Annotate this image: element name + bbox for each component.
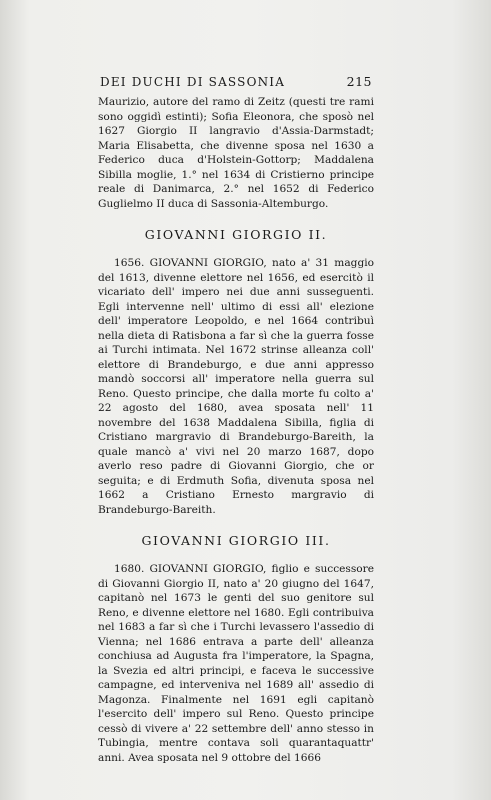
paragraph-giovanni-giorgio-iii: 1680. GIOVANNI GIORGIO, figlio e successore di Giovanni Giorgio II, nato a' 20 giugno del 1647, capitanò nel 1673 le genti del suo genitore sul Reno, e divenne elettore nel 1680. Egli contribuiva nel 1683 a far sì che i Turchi levassero l'assedio di Vienna; nel 1686 entrava a parte dell' alleanza conchiusa ad Augusta fra l'imperatore, la Spagna, la Svezia ed altri principi, e faceva le successive campagne, ed interveniva nel 1689 all' assedio di Magonza. Finalmente nel 1691 egli capitanò l'esercito dell' impero sul Reno. Questo principe cessò di vivere a' 22 settembre dell' anno stesso in Tubingia, mentre contava soli quarantaquattr' anni. Avea sposata nel 9 ottobre del 1666 (98, 563, 374, 764)
section-heading-giovanni-giorgio-iii: GIOVANNI GIORGIO III. (141, 533, 331, 548)
running-head (100, 74, 372, 89)
body-text (98, 95, 374, 765)
running-head-title: DEI DUCHI DI SASSONIA (100, 75, 286, 89)
continuation-paragraph: Maurizio, autore del ramo di Zeitz (questi tre rami sono oggidì estinti); Sofia Eleonora, che sposò nel 1627 Giorgio II langravio d'Assia-Darmstadt; Maria Elisabetta, che divenne sposa nel 1630 a Federico duca d'Holstein-Gottorp; Maddalena Sibilla moglie, 1.° nel 1634 di Cristierno principe reale di Danimarca, 2.° nel 1652 di Federico Guglielmo II duca di Sassonia-Altemburgo. (98, 96, 374, 210)
section-heading-giovanni-giorgio-ii: GIOVANNI GIORGIO II. (144, 227, 328, 242)
paragraph-giovanni-giorgio-ii: 1656. GIOVANNI GIORGIO, nato a' 31 maggio del 1613, divenne elettore nel 1656, ed esercitò il vicariato dell' impero nei due anni susseguenti. Egli intervenne nell' ultimo di essi all' elezione dell' imperatore Leopoldo, e nel 1664 contribuì nella dieta di Ratisbona a far sì che la guerra fosse ai Turchi intimata. Nel 1672 strinse alleanza coll' elettore di Brandeburgo, e due anni appresso mandò soccorsi all' imperatore nella guerra sul Reno. Questo principe, che dalla morte fu colto a' 22 agosto del 1680, avea sposata nell' 11 novembre del 1638 Maddalena Sibilla, figlia di Cristiano margravio di Brandeburgo-Bareith, la quale mancò a' vivi nel 20 marzo 1687, dopo averlo reso padre di Giovanni Giorgio, che or seguita; e di Erdmuth Sofia, divenuta sposa nel 1662 a Cristiano Ernesto margravio di Brandeburgo-Bareith. (98, 257, 374, 516)
page-number: 215 (346, 74, 372, 89)
